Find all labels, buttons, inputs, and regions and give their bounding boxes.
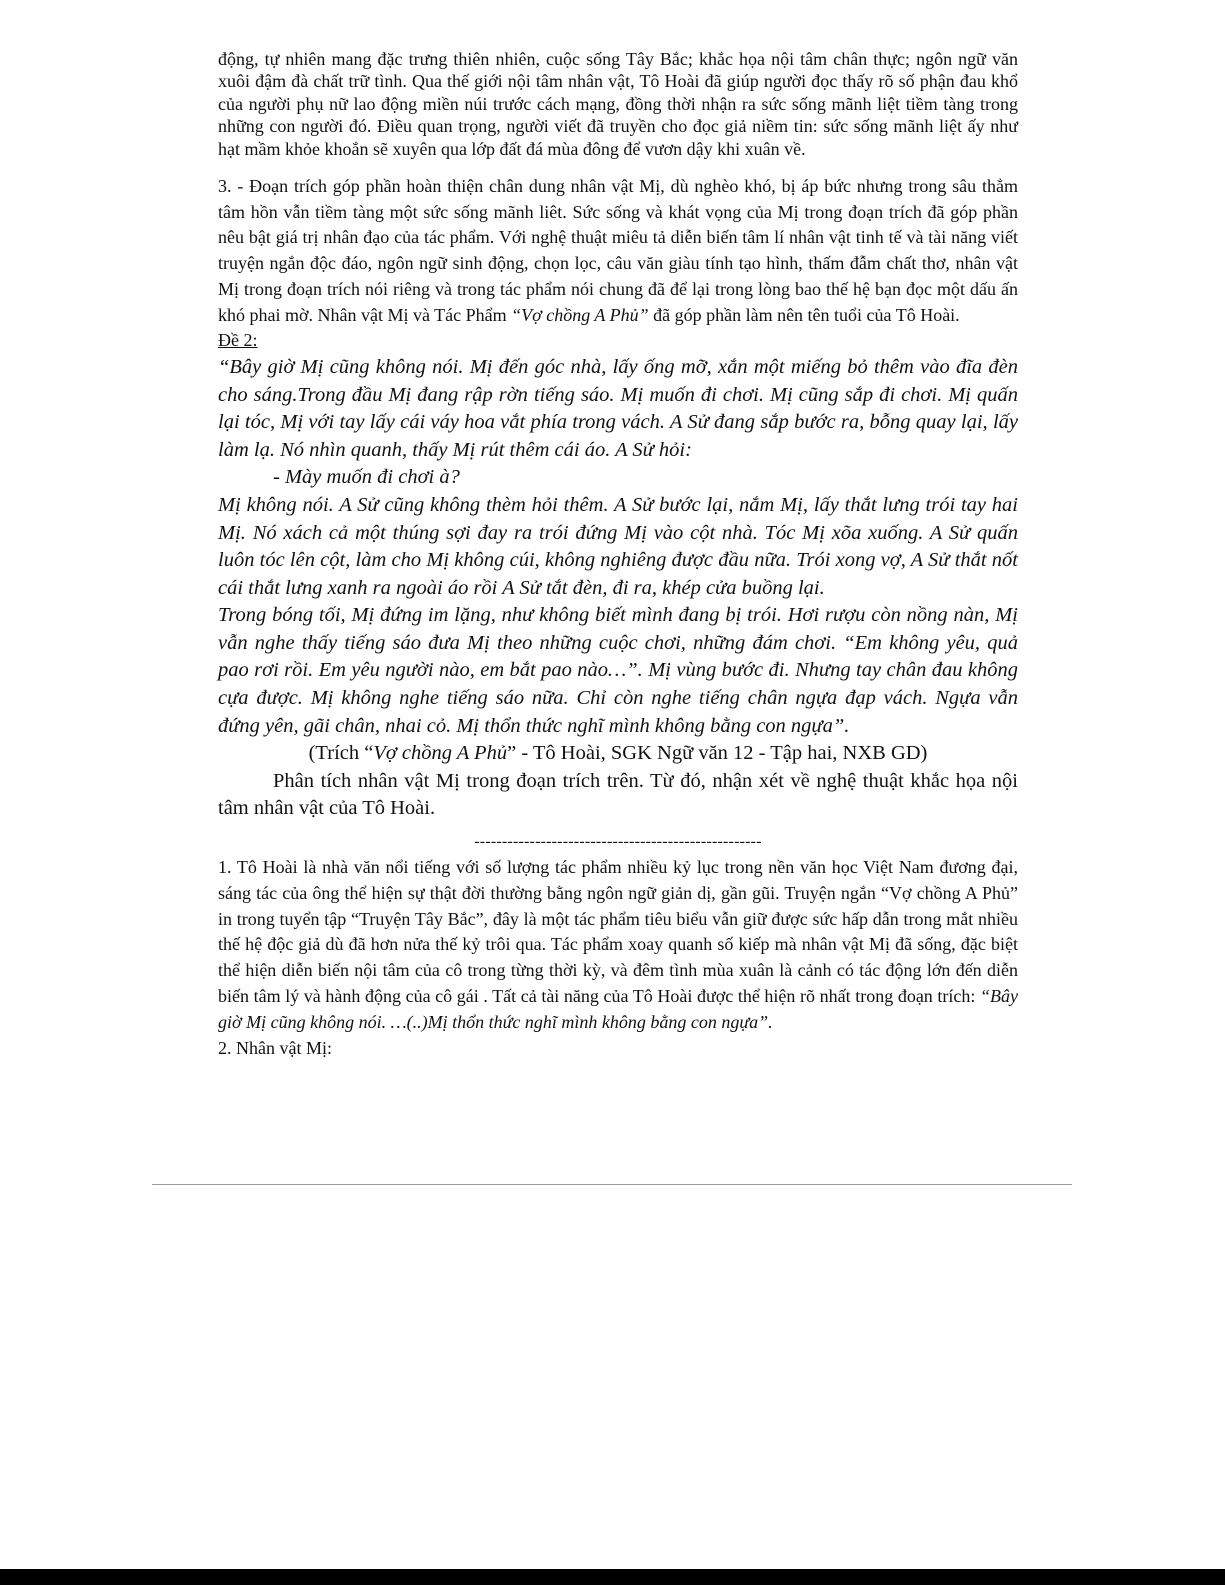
excerpt-passage-3: Trong bóng tối, Mị đứng im lặng, như không biết mình đang bị trói. Hơi rượu còn nồng nàn, Mị vẫn nghe thấy tiếng sáo đưa Mị theo những cuộc chơi, những đám chơi. “Em không yêu, quả pao rơi rồi. Em yêu người nào, em bắt pao nào…”. Mị vùng bước đi. Nhưng tay chân đau không cựa được. Mị không nghe tiếng sáo nữa. Chỉ còn nghe tiếng chân ngựa đạp vách. Ngựa vẫn đứng yên, gãi chân, nhai cỏ. Mị thổn thức nghĩ mình không bằng con ngựa”. bbox=[218, 604, 1018, 737]
point-3-tail: đã góp phần làm nên tên tuổi của Tô Hoài. bbox=[648, 304, 960, 325]
excerpt-passage-1: “Bây giờ Mị cũng không nói. Mị đến góc nhà, lấy ống mỡ, xắn một miếng bỏ thêm vào đĩa đèn cho sáng.Trong đầu Mị đang rập rờn tiếng sáo. Mị muốn đi chơi. Mị cũng sắp đi chơi. Mị quấn lại tóc, Mị với tay lấy cái váy hoa vắt phía trong vách. A Sử đang sắp bước ra, bỗng quay lại, lấy làm lạ. Nó nhìn quanh, thấy Mị rút thêm cái áo. A Sử hỏi: bbox=[218, 355, 1018, 461]
citation-open: (Trích “ bbox=[308, 742, 374, 765]
citation-close: ” - Tô Hoài, SGK Ngữ văn 12 - Tập hai, NXB GD) bbox=[507, 742, 928, 765]
answer-point-1 bbox=[218, 855, 1018, 1036]
point-3-work-title: “Vợ chồng A Phủ” bbox=[511, 304, 649, 325]
answer-point-1-quote: “Bây giờ Mị cũng không nói. …(..)Mị thổn thức nghĩ mình không bằng con ngựa”. bbox=[218, 986, 1018, 1032]
section-separator: ---------------------------------------------------- bbox=[474, 833, 762, 851]
excerpt-dialogue-line: - Mày muốn đi chơi à? bbox=[273, 466, 460, 489]
point-3-text: 3. - Đoạn trích góp phần hoàn thiện chân dung nhân vật Mị, dù nghèo khó, bị áp bức nhưng trong sâu thẳm tâm hồn vẫn tiềm tàng một sức sống mãnh liêt. Sức sống và khát vọng của Mị trong đoạn trích đã góp phần nêu bật giá trị nhân đạo của tác phẩm. Với nghệ thuật miêu tả diễn biến tâm lí nhân vật tinh tế và tài năng viết truyện ngắn độc đáo, ngôn ngữ sinh động, chọn lọc, câu văn giàu tính tạo hình, thấm đẫm chất thơ, nhân vật Mị trong đoạn trích nói riêng và trong tác phẩm nói chung đã để lại trong lòng bao thế hệ bạn đọc một dấu ấn khó phai mờ. Nhân vật Mị và Tác Phẩm bbox=[218, 176, 1018, 325]
de-2-heading: Đề 2: bbox=[218, 330, 258, 351]
question-prompt: Phân tích nhân vật Mị trong đoạn trích trên. Từ đó, nhận xét về nghệ thuật khắc họa nội tâm nhân vật của Tô Hoài. bbox=[218, 769, 1018, 820]
point-3-paragraph bbox=[218, 174, 1018, 328]
window-bottom-bar bbox=[0, 1569, 1225, 1585]
answer-point-1-text: 1. Tô Hoài là nhà văn nổi tiếng với số lượng tác phẩm nhiều kỷ lục trong nền văn học Việt Nam đương đại, sáng tác của ông thể hiện sự thật đời thường bằng ngôn ngữ giản dị, gần gũi. Truyện ngắn “Vợ chồng A Phủ” in trong tuyển tập “Truyện Tây Bắc”, đây là một tác phẩm tiêu biểu vẫn giữ được sức hấp dẫn trong mắt nhiều thế hệ độc giả dù đã hơn nửa thế kỷ trôi qua. Tác phẩm xoay quanh số kiếp mà nhân vật Mị đã sống, đặc biệt thể hiện diễn biến nội tâm của cô trong từng thời kỳ, và đêm tình mùa xuân là cảnh có tác động lớn đến diễn biến tâm lý và hành động của cô gái . Tất cả tài năng của Tô Hoài được thể hiện rõ nhất trong đoạn trích: bbox=[218, 857, 1018, 1007]
continued-paragraph: động, tự nhiên mang đặc trưng thiên nhiên, cuộc sống Tây Bắc; khắc họa nội tâm chân thực; ngôn ngữ văn xuôi đậm đà chất trữ tình. Qua thế giới nội tâm nhân vật, Tô Hoài đã giúp người đọc thấy rõ số phận đau khổ của người phụ nữ lao động miền núi trước cách mạng, đồng thời nhận ra sức sống mãnh liệt tiềm tàng trong những con người đó. Điều quan trọng, người viết đã truyền cho đọc giả niềm tin: sức sống mãnh liệt ấy như hạt mầm khỏe khoắn sẽ xuyên qua lớp đất đá mùa đông để vươn dậy khi xuân về. bbox=[218, 49, 1018, 159]
excerpt-citation bbox=[218, 740, 1018, 768]
excerpt-passage-2: Mị không nói. A Sử cũng không thèm hỏi thêm. A Sử bước lại, nắm Mị, lấy thắt lưng trói tay hai Mị. Nó xách cả một thúng sợi đay ra trói đứng Mị vào cột nhà. Tóc Mị xõa xuống. A Sử quấn luôn tóc lên cột, làm cho Mị không cúi, không nghiêng được đầu nữa. Trói xong vợ, A Sử thắt nốt cái thắt lưng xanh ra ngoài áo rồi A Sử tắt đèn, đi ra, khép cửa buồng lại. bbox=[218, 493, 1018, 599]
page-bottom-divider bbox=[152, 1184, 1072, 1185]
citation-work-title: Vợ chồng A Phủ bbox=[373, 742, 508, 765]
document-page bbox=[218, 48, 1018, 1061]
answer-point-2-heading: 2. Nhân vật Mị: bbox=[218, 1037, 332, 1058]
